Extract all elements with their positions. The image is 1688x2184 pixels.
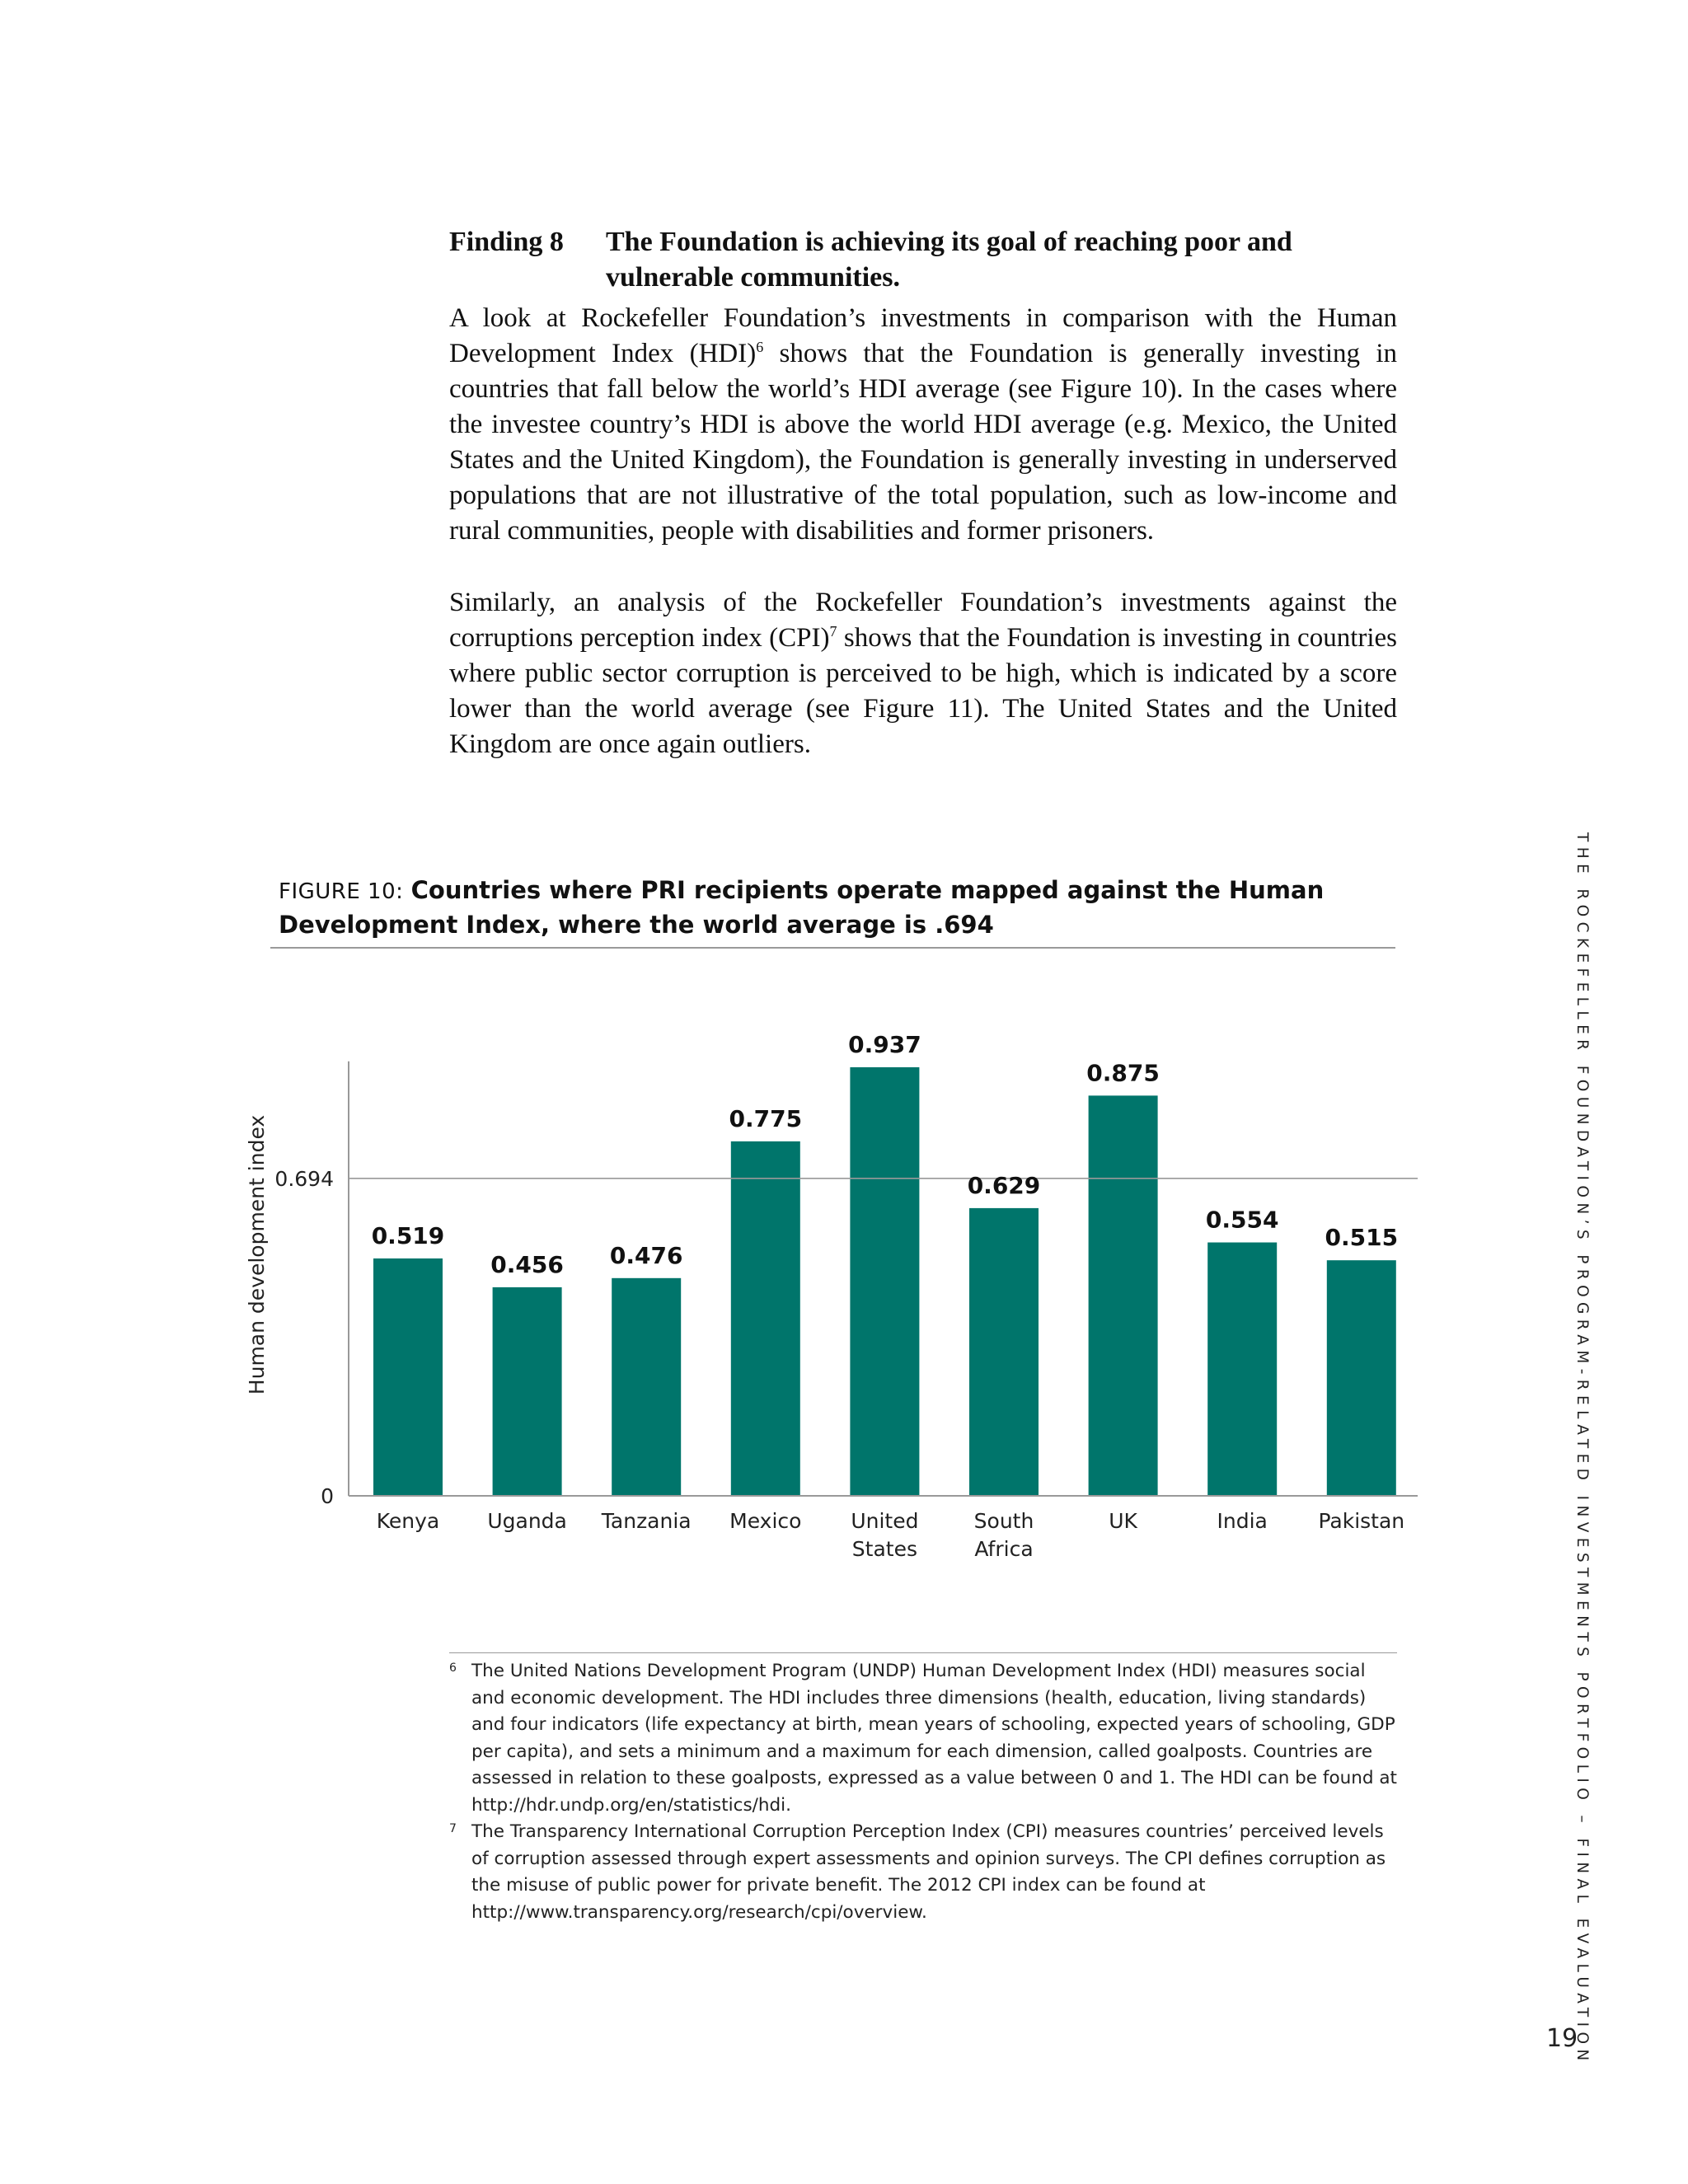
category-label-2-0: Tanzania <box>601 1509 692 1533</box>
running-head: THE ROCKEFELLER FOUNDATION’S PROGRAM-RELATED INVESTMENTS PORTFOLIO – FINAL EVALUATION <box>1573 832 1591 2066</box>
p1-text-b: shows that the Foundation is generally investing in countries that fall below the world’s HDI average (see Figure 10). In the cases where the investee country’s HDI is above the world HDI average (e.g. Mexico, the United States and the United Kingdom), the Foundation is generally investing in underserved populations that are not illustrative of the total population, such as low-income and rural communities, people with disabilities and former prisoners. <box>449 339 1397 546</box>
bar-8 <box>1327 1260 1396 1496</box>
bar-0 <box>373 1258 443 1496</box>
footnote-number: 6 <box>449 1661 457 1675</box>
data-label-6: 0.875 <box>1086 1059 1160 1087</box>
footnote-rule <box>449 1652 1397 1653</box>
footnote-text: The Transparency International Corruption Perception Index (CPI) measures countries’ perceived levels of corruption assessed through expert assessments and opinion surveys. The CPI defines corruption as the misuse of public power for private benefit. The 2012 CPI index can be found at http://www.transparency.org/research/cpi/overview. <box>471 1821 1386 1923</box>
footnote-6 <box>449 1658 1397 1819</box>
footnote-ref-7[interactable]: 7 <box>829 623 837 640</box>
figure-title: Countries where PRI recipients operate mapped against the Human Development Index, where the world average is .694 <box>279 876 1325 939</box>
p1-text-a: A look at Rockefeller Foundation’s investments in comparison with the Human Development Index (HDI) <box>449 303 1397 368</box>
bar-6 <box>1089 1095 1158 1496</box>
footnotes <box>449 1658 1397 1926</box>
y-axis-title: Human development index <box>245 1114 269 1395</box>
body-paragraph-1 <box>449 301 1397 549</box>
footnote-text: The United Nations Development Program (UNDP) Human Development Index (HDI) measures social and economic development. The HDI includes three dimensions (health, education, living standards) and four indicators (life expectancy at birth, mean years of schooling, expected years of schooling, GDP per capita), and sets a minimum and a maximum for each dimension, called goalposts. Countries are assessed in relation to these goalposts, expressed as a value between 0 and 1. The HDI can be found at http://hdr.undp.org/en/statistics/hdi. <box>471 1661 1397 1816</box>
data-label-1: 0.456 <box>490 1250 564 1278</box>
bar-3 <box>731 1141 800 1496</box>
category-label-7-0: India <box>1217 1509 1268 1533</box>
page-number: 19 <box>1546 2024 1578 2053</box>
bar-2 <box>612 1278 681 1496</box>
data-label-2: 0.476 <box>609 1241 683 1269</box>
category-label-5-0: South <box>973 1509 1034 1533</box>
footnote-ref-6[interactable]: 6 <box>756 339 764 355</box>
category-label-6-0: UK <box>1109 1509 1137 1533</box>
finding-text: The Foundation is achieving its goal of reaching poor and vulnerable communities. <box>606 227 1292 293</box>
bar-5 <box>969 1208 1039 1496</box>
figure-rule <box>270 947 1395 949</box>
data-label-3: 0.775 <box>729 1104 803 1132</box>
category-label-0-0: Kenya <box>376 1509 440 1533</box>
bar-4 <box>850 1067 919 1496</box>
data-label-5: 0.629 <box>967 1171 1041 1199</box>
data-label-0: 0.519 <box>371 1221 445 1249</box>
bar-7 <box>1207 1243 1277 1496</box>
data-label-7: 0.554 <box>1205 1206 1279 1234</box>
figure-label: FIGURE 10: <box>279 879 404 904</box>
y-tick-label-0: 0 <box>321 1484 334 1508</box>
p2-text-a: Similarly, an analysis of the Rockefeller Foundation’s investments against the corruptions perception index (CPI) <box>449 588 1397 653</box>
data-label-4: 0.937 <box>848 1030 921 1058</box>
footnote-7 <box>449 1819 1397 1926</box>
p2-text-b: shows that the Foundation is investing in countries where public sector corruption is perceived to be high, which is indicated by a score lower than the world average (see Figure 11). The United States and the United Kingdom are once again outliers. <box>449 623 1398 759</box>
footnote-number: 7 <box>449 1822 457 1835</box>
hdi-bar-chart <box>231 1030 1434 1591</box>
category-label-5-1: Africa <box>974 1537 1034 1561</box>
body-paragraph-2 <box>449 585 1397 762</box>
figure-caption <box>279 874 1400 941</box>
category-label-3-0: Mexico <box>729 1509 802 1533</box>
category-label-4-0: United <box>851 1509 919 1533</box>
category-label-8-0: Pakistan <box>1318 1509 1405 1533</box>
category-label-4-1: States <box>851 1537 918 1561</box>
data-label-8: 0.515 <box>1325 1224 1399 1252</box>
bar-1 <box>493 1287 562 1496</box>
finding-label: Finding 8 <box>449 227 564 257</box>
y-tick-label-1: 0.694 <box>274 1166 334 1191</box>
finding-heading <box>449 224 1397 295</box>
category-label-1-0: Uganda <box>487 1509 567 1533</box>
